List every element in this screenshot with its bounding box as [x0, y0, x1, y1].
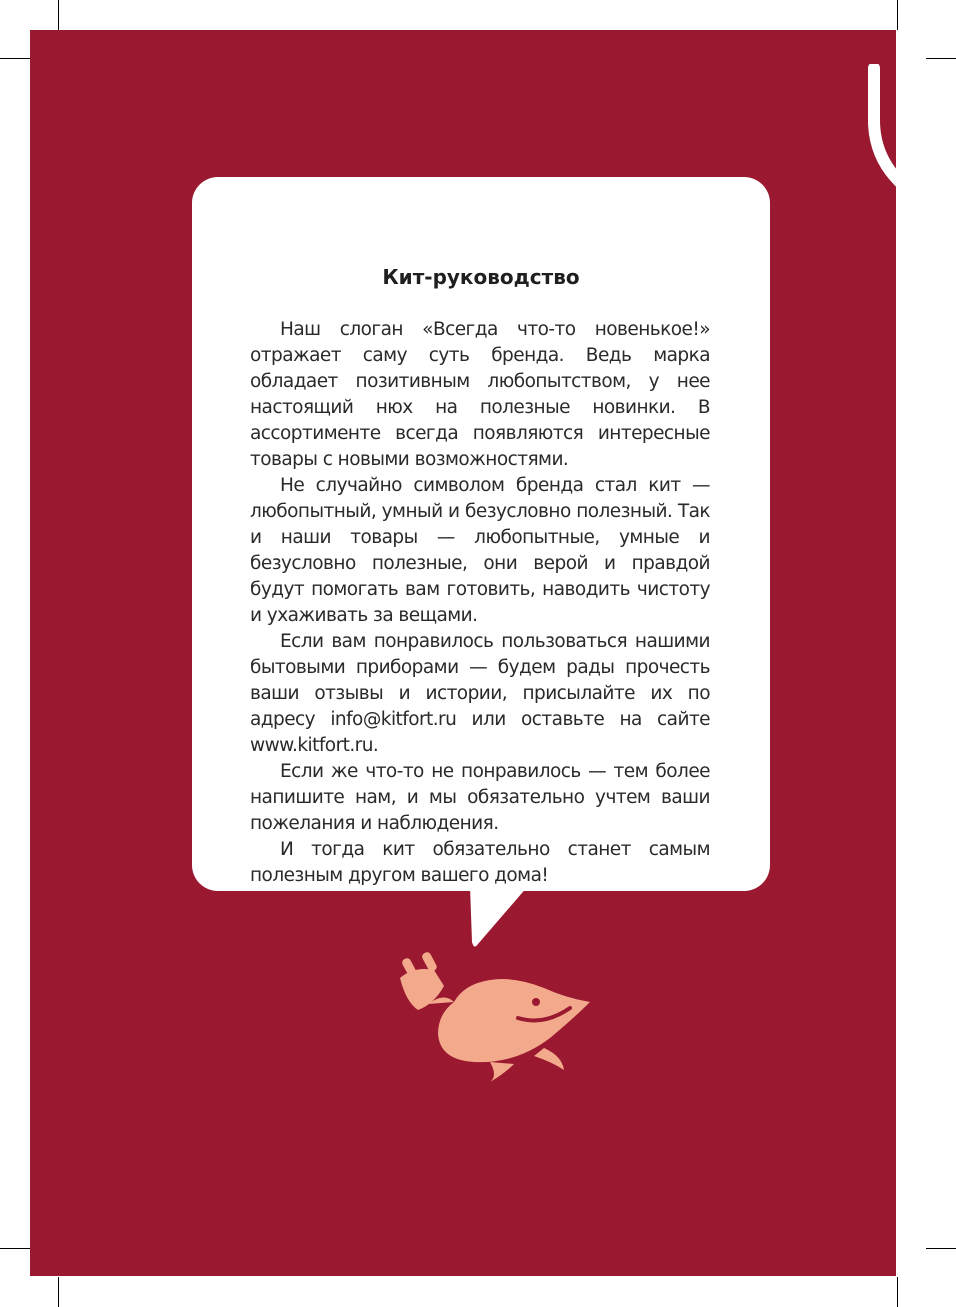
paragraph-closing: И тогда кит обязательно станет самым полезным другом вашего дома! — [250, 839, 710, 886]
page-title: Кит-руководство — [382, 265, 580, 289]
crop-mark-top-left-h — [0, 58, 30, 59]
cover-page — [30, 30, 896, 1276]
crop-mark-bottom-left-h — [0, 1248, 30, 1249]
crop-mark-bottom-left-v — [58, 1277, 59, 1307]
paragraph-feedback: Если вам понравилось пользоваться нашими бытовыми приборами — будем рады прочесть ваши отзывы и истории, присылайте их по адресу info@kitfort.ru или оставьте на сайте www.kitfort.ru. — [250, 631, 710, 756]
logo-arc-fragment-icon — [868, 64, 896, 194]
crop-mark-top-right-h — [926, 58, 956, 59]
whale-with-plug-icon — [394, 952, 594, 1082]
crop-mark-bottom-right-h — [926, 1248, 956, 1249]
speech-bubble-tail — [440, 886, 540, 956]
paragraph-complaints: Если же что-то не понравилось — тем более напишите нам, и мы обязательно учтем ваши пожелания и наблюдения. — [250, 761, 710, 834]
crop-mark-bottom-right-v — [897, 1277, 898, 1307]
crop-mark-top-left-v — [58, 0, 59, 30]
speech-bubble — [192, 177, 770, 891]
guide-text — [250, 317, 710, 889]
paragraph-slogan: Наш слоган «Всегда что-то новенькое!» отражает саму суть бренда. Ведь марка обладает позитивным любопытством, у нее настоящий нюх на полезные новинки. В ассортименте всегда появляются интересные товары с новыми возможностями. — [250, 319, 710, 470]
crop-mark-top-right-v — [897, 0, 898, 30]
paragraph-whale-symbol: Не случайно символом бренда стал кит — любопытный, умный и безусловно полезный. Так и наши товары — любопытные, умные и безусловно полезные, они верой и правдой будут помогать вам готовить, наводить чистоту и ухаживать за вещами. — [250, 475, 710, 626]
